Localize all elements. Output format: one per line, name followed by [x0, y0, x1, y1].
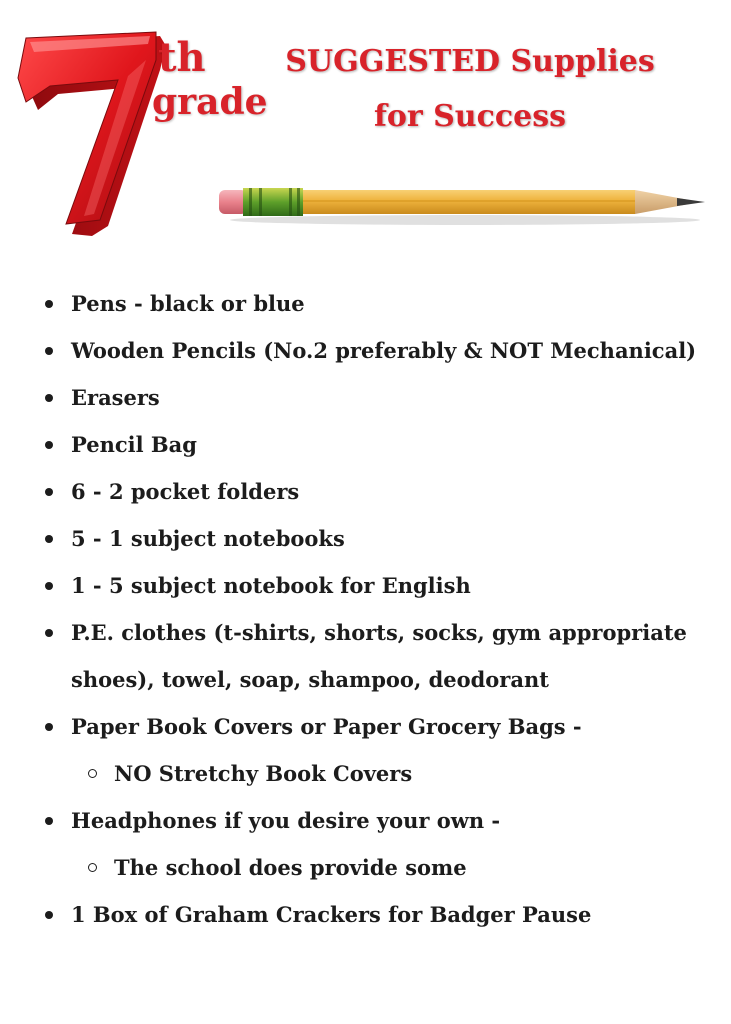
supply-item-pencil-bag: Pencil Bag: [71, 432, 197, 457]
supply-subitem-no-stretchy: NO Stretchy Book Covers: [114, 761, 413, 786]
big-seven-graphic: [10, 30, 170, 240]
supply-item-headphones: Headphones if you desire your own -: [71, 808, 501, 833]
bullet-icon: [45, 394, 53, 402]
bullet-icon: [45, 817, 53, 825]
supply-list: [0, 280, 731, 938]
list-item-continuation: [0, 656, 731, 703]
supply-item-notebooks: 5 - 1 subject notebooks: [71, 526, 345, 551]
grade-word: grade: [152, 81, 268, 123]
supply-item-pens: Pens - black or blue: [71, 291, 305, 316]
list-item: [0, 280, 731, 327]
supply-item-graham-crackers: 1 Box of Graham Crackers for Badger Pause: [71, 902, 592, 927]
list-item: [0, 891, 731, 938]
supply-item-pe-clothes: P.E. clothes (t-shirts, shorts, socks, gym appropriate: [71, 620, 687, 645]
bullet-icon: [45, 488, 53, 496]
bullet-icon: [45, 911, 53, 919]
list-item: [0, 703, 731, 750]
sub-list-item: [0, 844, 731, 891]
supply-item-pe-clothes-cont: shoes), towel, soap, shampoo, deodorant: [71, 667, 549, 692]
supply-item-folders: 6 - 2 pocket folders: [71, 479, 300, 504]
bullet-icon: [45, 582, 53, 590]
list-item: [0, 609, 731, 656]
bullet-icon: [45, 441, 53, 449]
bullet-icon: [45, 629, 53, 637]
sub-list-item: [0, 750, 731, 797]
supply-item-book-covers: Paper Book Covers or Paper Grocery Bags -: [71, 714, 582, 739]
page-title-line2: for Success: [373, 99, 567, 134]
supply-item-pencils: Wooden Pencils (No.2 preferably & NOT Mechanical): [71, 338, 697, 363]
list-item: [0, 797, 731, 844]
list-item: [0, 562, 731, 609]
bullet-icon: [45, 347, 53, 355]
page-title-line1: SUGGESTED Supplies: [285, 44, 655, 79]
list-item: [0, 327, 731, 374]
pencil-icon: [215, 180, 710, 230]
list-item: [0, 468, 731, 515]
grade-suffix: th: [158, 34, 206, 81]
list-item: [0, 374, 731, 421]
bullet-icon: [45, 300, 53, 308]
supply-item-english-notebook: 1 - 5 subject notebook for English: [71, 573, 471, 598]
header: [0, 0, 731, 250]
bullet-icon: [45, 535, 53, 543]
list-item: [0, 515, 731, 562]
bullet-icon: [45, 723, 53, 731]
hollow-bullet-icon: [88, 863, 97, 872]
hollow-bullet-icon: [88, 769, 97, 778]
list-item: [0, 421, 731, 468]
supply-item-erasers: Erasers: [71, 385, 160, 410]
supply-subitem-school-provides: The school does provide some: [114, 855, 467, 880]
